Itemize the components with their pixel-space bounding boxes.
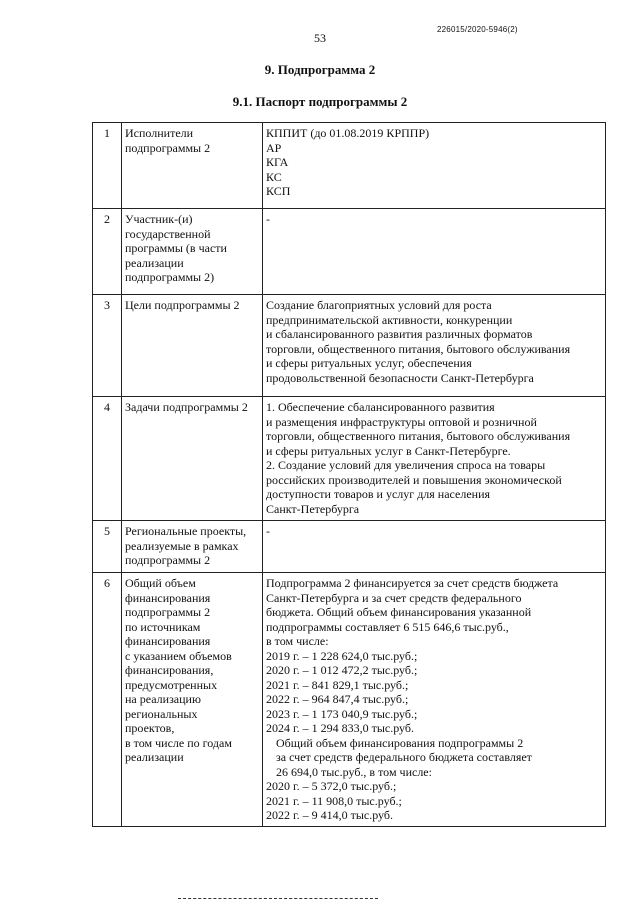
row-number: 4 [93, 397, 122, 521]
row-content [263, 295, 606, 397]
content-line: Санкт-Петербурга [266, 501, 360, 516]
content-line: 2. Создание условий для увеличения спроса на товары [266, 458, 546, 472]
label-line: подпрограммы 2 [125, 140, 211, 155]
content-line: продовольственной безопасности Санкт-Петербурга [266, 370, 534, 385]
row-content [263, 397, 606, 521]
page-number: 53 [314, 31, 326, 45]
passport-row [93, 573, 606, 827]
label-line: финансирования [125, 634, 211, 648]
label-line: по источникам [125, 619, 201, 634]
content-line: торговли, общественного питания, бытового обслуживания [266, 429, 571, 443]
passport-row [93, 209, 606, 295]
passport-row [93, 295, 606, 397]
content-line: КГА [266, 155, 289, 169]
label-line: Общий объем [125, 576, 196, 590]
content-line: в том числе: [266, 634, 329, 648]
passport-row [93, 521, 606, 573]
label-line: Цели подпрограммы 2 [125, 298, 240, 312]
content-line: и размещения инфраструктуры оптовой и розничной [266, 414, 537, 429]
label-line: подпрограммы 2 [125, 605, 211, 619]
label-line: реализуемые в рамках [125, 538, 239, 553]
content-line: КС [266, 169, 282, 184]
label-line: проектов, [125, 721, 175, 735]
passport-row [93, 397, 606, 521]
content-line: 26 694,0 тыс.руб., в том числе: [276, 764, 432, 779]
passport-table-body [93, 123, 606, 827]
label-line: программы (в части [125, 241, 227, 255]
row-content [263, 573, 606, 827]
content-line: Подпрограмма 2 финансируется за счет средств бюджета [266, 576, 559, 590]
label-line: предусмотренных [125, 677, 218, 692]
content-line: 2023 г. – 1 173 040,9 тыс.руб.; [266, 706, 418, 721]
content-line: КППИТ (до 01.08.2019 КРППР) [266, 126, 430, 140]
row-label [122, 521, 263, 573]
row-content [263, 123, 606, 209]
row-label [122, 397, 263, 521]
content-line: 2022 г. – 964 847,4 тыс.руб.; [266, 692, 409, 706]
content-line: Создание благоприятных условий для роста [266, 298, 492, 312]
label-line: региональных [125, 706, 198, 721]
row-label [122, 295, 263, 397]
content-line: 2019 г. – 1 228 624,0 тыс.руб.; [266, 648, 418, 663]
passport-row [93, 123, 606, 209]
content-line: 1. Обеспечение сбалансированного развития [266, 400, 495, 414]
content-line: Санкт-Петербурга и за счет средств федерального [266, 590, 522, 605]
label-line: подпрограммы 2 [125, 553, 211, 567]
content-line: и сбалансированного развития различных форматов [266, 327, 533, 341]
label-line: Задачи подпрограммы 2 [125, 400, 248, 414]
subprogram-passport-table [92, 122, 606, 827]
row-number: 2 [93, 209, 122, 295]
label-line: финансирования, [125, 663, 214, 677]
content-line: КСП [266, 184, 291, 198]
content-line: торговли, общественного питания, бытового обслуживания [266, 341, 571, 356]
content-line: АР [266, 140, 282, 155]
content-line: - [266, 212, 270, 226]
label-line: Исполнители [125, 126, 194, 140]
label-line: государственной [125, 226, 211, 241]
row-label [122, 573, 263, 827]
content-line: 2024 г. – 1 294 833,0 тыс.руб. [266, 721, 414, 735]
subprogram-heading: 9. Подпрограмма 2 [264, 62, 376, 77]
row-number: 5 [93, 521, 122, 573]
label-line: Региональные проекты, [125, 524, 247, 538]
content-line: 2022 г. – 9 414,0 тыс.руб. [266, 808, 393, 822]
content-line: 2021 г. – 841 829,1 тыс.руб.; [266, 677, 409, 692]
content-line: 2020 г. – 1 012 472,2 тыс.руб.; [266, 663, 418, 677]
passport-heading: 9.1. Паспорт подпрограммы 2 [232, 94, 408, 109]
footer-rule [178, 898, 378, 899]
row-number: 6 [93, 573, 122, 827]
label-line: реализации [125, 750, 184, 764]
row-content [263, 521, 606, 573]
content-line: и сферы ритуальных услуг в Санкт-Петербурге. [266, 443, 511, 458]
content-line: за счет средств федерального бюджета составляет [276, 750, 532, 764]
label-line: в том числе по годам [125, 735, 232, 750]
label-line: Участник-(и) [125, 212, 193, 226]
label-line: реализации [125, 255, 184, 270]
row-content [263, 209, 606, 295]
label-line: с указанием объемов [125, 648, 232, 663]
content-line: доступности товаров и услуг для населения [266, 487, 491, 501]
content-line: Общий объем финансирования подпрограммы 2 [276, 735, 524, 750]
label-line: на реализацию [125, 692, 201, 706]
content-line: подпрограммы составляет 6 515 646,6 тыс.руб., [266, 619, 509, 634]
content-line: - [266, 524, 270, 538]
row-label [122, 209, 263, 295]
content-line: предпринимательской активности, конкуренции [266, 312, 513, 327]
content-line: российских производителей и повышения экономической [266, 472, 562, 487]
document-registration-code: 226015/2020-5946(2) [437, 25, 518, 34]
content-line: 2021 г. – 11 908,0 тыс.руб.; [266, 793, 402, 808]
content-line: бюджета. Общий объем финансирования указанной [266, 605, 532, 619]
content-line: и сферы ритуальных услуг, обеспечения [266, 356, 472, 370]
content-line: 2020 г. – 5 372,0 тыс.руб.; [266, 779, 397, 793]
label-line: финансирования [125, 590, 211, 605]
row-label [122, 123, 263, 209]
row-number: 3 [93, 295, 122, 397]
row-number: 1 [93, 123, 122, 209]
label-line: подпрограммы 2) [125, 270, 215, 284]
